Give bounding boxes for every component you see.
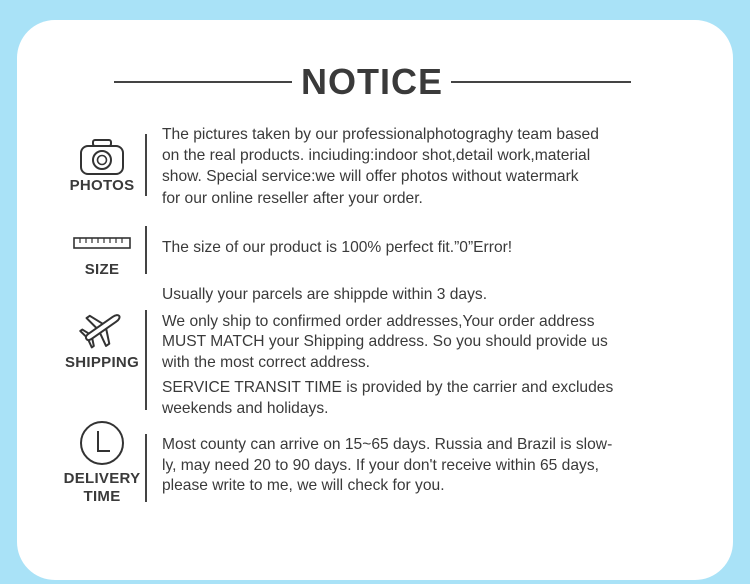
shipping-line: SERVICE TRANSIT TIME is provided by the carrier and excludes — [162, 379, 614, 396]
delivery-label-line1: DELIVERY — [63, 470, 141, 487]
shipping-line: with the most correct address. — [162, 353, 370, 371]
delivery-text — [162, 435, 722, 497]
notice-header — [17, 60, 733, 104]
delivery-label-line2: TIME — [83, 488, 121, 505]
delivery-divider — [145, 434, 147, 502]
photos-divider — [145, 134, 147, 196]
notice-title: NOTICE — [300, 61, 443, 102]
ruler-icon — [57, 236, 147, 250]
delivery-line: ly, may need 20 to 90 days. If your don't receive within 65 days, — [162, 456, 599, 474]
shipping-divider — [145, 310, 147, 410]
size-line: The size of our product is 100% perfect fit.”0”Error! — [162, 239, 513, 256]
shipping-line: weekends and holidays. — [162, 399, 329, 417]
camera-icon — [57, 138, 147, 176]
photos-label: PHOTOS — [69, 177, 135, 194]
delivery-section-label — [57, 420, 147, 506]
notice-card — [17, 20, 733, 580]
photos-line: on the real products. inciuding:indoor shot,detail work,material — [162, 146, 591, 164]
shipping-line: MUST MATCH your Shipping address. So you should provide us — [162, 333, 608, 350]
airplane-icon — [57, 305, 147, 351]
size-text — [162, 238, 722, 259]
delivery-line: Most county can arrive on 15~65 days. Russia and Brazil is slow- — [162, 436, 613, 453]
shipping-line: We only ship to confirmed order addresses,Your order address — [162, 312, 595, 330]
shipping-section-label — [57, 305, 147, 372]
shipping-label: SHIPPING — [64, 354, 140, 371]
photos-line: show. Special service:we will offer photos without watermark — [162, 168, 579, 185]
shipping-text — [162, 285, 722, 419]
photos-text — [162, 125, 722, 209]
clock-icon — [57, 420, 147, 466]
delivery-line: please write to me, we will check for you. — [162, 477, 445, 494]
size-section-label — [57, 236, 147, 279]
photos-line: for our online reseller after your order. — [162, 189, 423, 207]
photos-section-label — [57, 138, 147, 195]
title-divider-right — [451, 81, 631, 83]
photos-line: The pictures taken by our professionalphotograghy team based — [162, 126, 599, 143]
shipping-line: Usually your parcels are shippde within 3 days. — [162, 286, 488, 303]
size-label: SIZE — [84, 261, 120, 278]
size-divider — [145, 226, 147, 274]
title-divider-left — [114, 81, 292, 83]
